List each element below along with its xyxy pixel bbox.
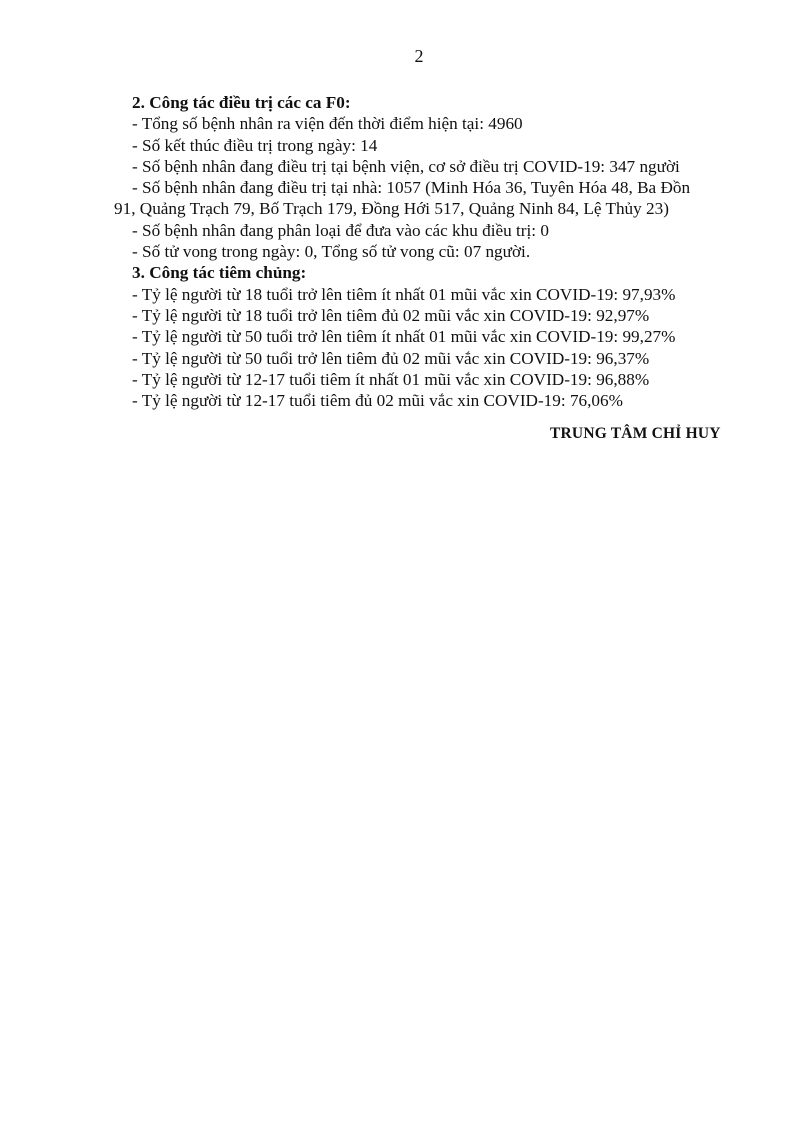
signature-title: TRUNG TÂM CHỈ HUY: [550, 425, 721, 442]
list-item: - Số bệnh nhân đang điều trị tại nhà: 1057 (Minh Hóa 36, Tuyên Hóa 48, Ba Đồn: [132, 178, 691, 198]
list-item: - Tỷ lệ người từ 12-17 tuổi tiêm đủ 02 mũi vắc xin COVID-19: 76,06%: [132, 391, 623, 411]
list-item: - Tỷ lệ người từ 50 tuổi trở lên tiêm đủ 02 mũi vắc xin COVID-19: 96,37%: [132, 348, 650, 368]
list-item: - Tổng số bệnh nhân ra viện đến thời điểm hiện tại: 4960: [132, 114, 523, 134]
section-heading-treatment: 2. Công tác điều trị các ca F0:: [132, 93, 351, 112]
list-item: - Tỷ lệ người từ 12-17 tuổi tiêm ít nhất 01 mũi vắc xin COVID-19: 96,88%: [132, 369, 650, 389]
document-body: [114, 92, 754, 411]
page-number: 2: [414, 46, 424, 66]
list-item: - Số kết thúc điều trị trong ngày: 14: [132, 135, 378, 155]
list-item: - Tỷ lệ người từ 50 tuổi trở lên tiêm ít nhất 01 mũi vắc xin COVID-19: 99,27%: [132, 327, 676, 347]
list-item: - Số bệnh nhân đang phân loại để đưa vào các khu điều trị: 0: [132, 220, 549, 240]
list-item: - Số tử vong trong ngày: 0, Tổng số tử vong cũ: 07 người.: [132, 242, 531, 262]
list-item: - Số bệnh nhân đang điều trị tại bệnh viện, cơ sở điều trị COVID-19: 347 người: [132, 156, 680, 176]
list-item-continuation: 91, Quảng Trạch 79, Bố Trạch 179, Đồng Hới 517, Quảng Ninh 84, Lệ Thủy 23): [114, 199, 669, 219]
list-item: - Tỷ lệ người từ 18 tuổi trở lên tiêm đủ 02 mũi vắc xin COVID-19: 92,97%: [132, 305, 650, 325]
section-heading-vaccination: 3. Công tác tiêm chủng:: [132, 263, 307, 283]
list-item: - Tỷ lệ người từ 18 tuổi trở lên tiêm ít nhất 01 mũi vắc xin COVID-19: 97,93%: [132, 284, 676, 304]
